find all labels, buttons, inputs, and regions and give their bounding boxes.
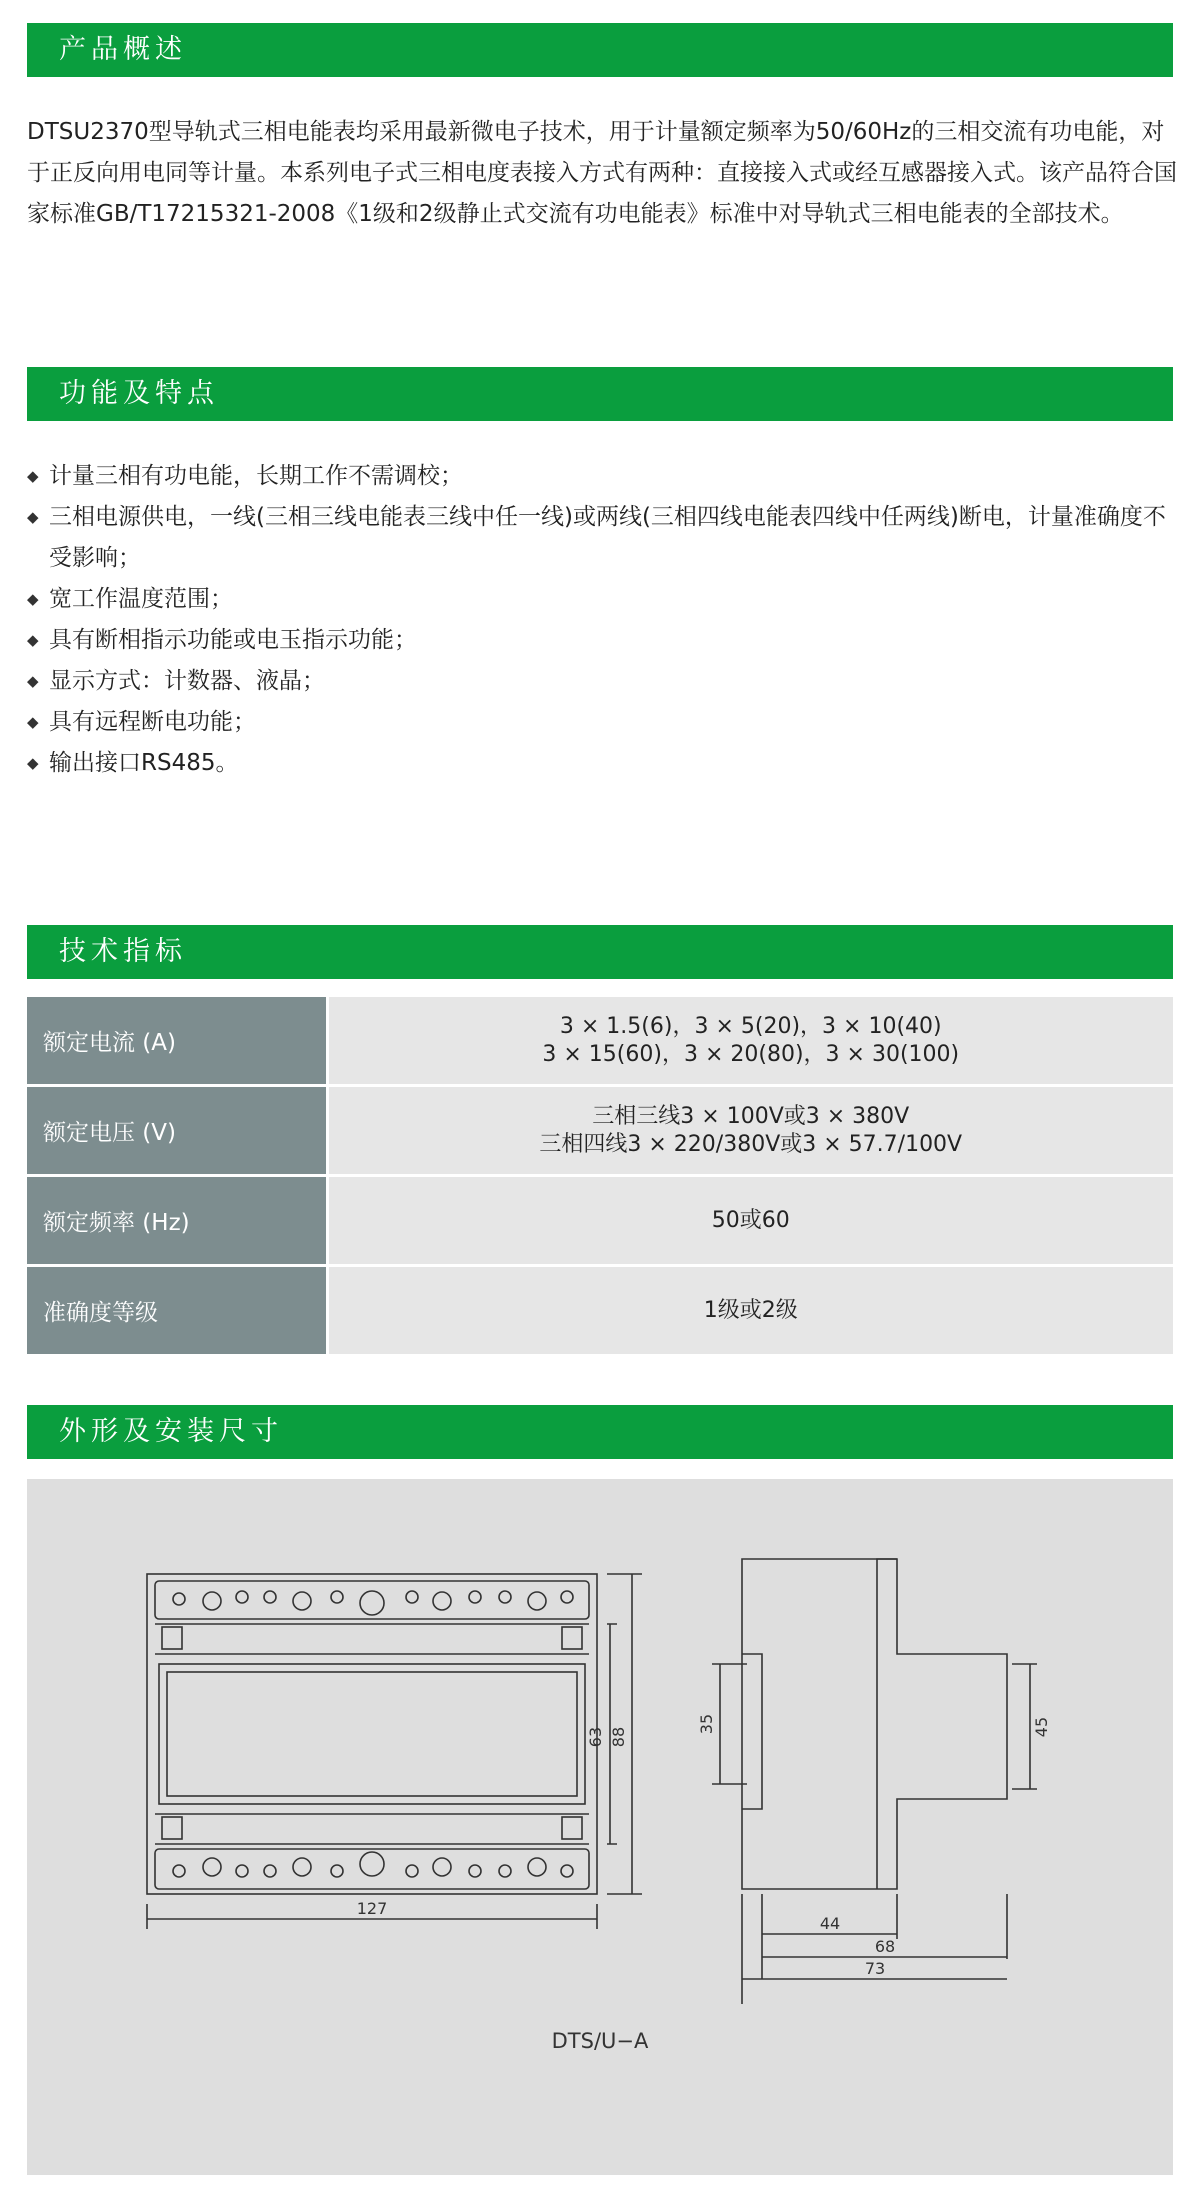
- section-header-overview: 产品概述: [27, 23, 1173, 77]
- dim-front-height: 88: [609, 1726, 628, 1748]
- dim-depth-44: 44: [819, 1914, 841, 1933]
- table-row: [27, 1266, 1173, 1356]
- feature-item: ◆ 输出接口RS485。: [27, 743, 1177, 784]
- dim-front-inner-height: 63: [586, 1726, 605, 1748]
- section-header-dimensions: 外形及安装尺寸: [27, 1405, 1173, 1459]
- spec-value-voltage: 三相三线3 × 100V或3 × 380V 三相四线3 × 220/380V或3 × 57.7/100V: [327, 1086, 1173, 1176]
- section-header-specs: 技术指标: [27, 925, 1173, 979]
- diamond-bullet-icon: ◆: [27, 467, 39, 485]
- dim-depth-73: 73: [864, 1959, 886, 1978]
- spec-label-voltage: 额定电压 (V): [27, 1086, 327, 1176]
- feature-item: ◆ 宽工作温度范围；: [27, 579, 1177, 620]
- feature-item: ◆ 显示方式：计数器、液晶；: [27, 661, 1177, 702]
- dimension-drawing: [27, 1479, 1173, 2175]
- dim-front-width: 127: [356, 1899, 388, 1918]
- dimension-diagram: [27, 1479, 1173, 2175]
- spec-value-accuracy: 1级或2级: [327, 1266, 1173, 1356]
- diamond-bullet-icon: ◆: [27, 754, 39, 772]
- feature-list: [27, 456, 1177, 784]
- front-view-outline: [147, 1574, 597, 1894]
- table-row: [27, 1176, 1173, 1266]
- spec-value-current: 3 × 1.5(6)，3 × 5(20)，3 × 10(40) 3 × 15(60)，3 × 20(80)，3 × 30(100): [327, 997, 1173, 1086]
- table-row: [27, 1086, 1173, 1176]
- diamond-bullet-icon: ◆: [27, 508, 39, 526]
- feature-item: ◆ 计量三相有功电能，长期工作不需调校；: [27, 456, 1177, 497]
- spec-label-current: 额定电流 (A): [27, 997, 327, 1086]
- feature-item: ◆ 具有远程断电功能；: [27, 702, 1177, 743]
- dim-side-rail: 35: [697, 1713, 716, 1735]
- dim-depth-68: 68: [874, 1937, 896, 1956]
- spec-label-frequency: 额定频率 (Hz): [27, 1176, 327, 1266]
- side-view-outline: [742, 1559, 1007, 1889]
- table-row: [27, 997, 1173, 1086]
- dim-side-step: 45: [1032, 1716, 1051, 1738]
- diamond-bullet-icon: ◆: [27, 590, 39, 608]
- feature-item: ◆ 三相电源供电，一线(三相三线电能表三线中任一线)或两线(三相四线电能表四线中任两线)断电，计量准确度不受影响；: [27, 497, 1177, 579]
- model-caption: DTS/U−A: [551, 2029, 649, 2053]
- spec-label-accuracy: 准确度等级: [27, 1266, 327, 1356]
- diamond-bullet-icon: ◆: [27, 713, 39, 731]
- section-header-features: 功能及特点: [27, 367, 1173, 421]
- diamond-bullet-icon: ◆: [27, 672, 39, 690]
- feature-item: ◆ 具有断相指示功能或电玉指示功能；: [27, 620, 1177, 661]
- spec-value-frequency: 50或60: [327, 1176, 1173, 1266]
- diamond-bullet-icon: ◆: [27, 631, 39, 649]
- spec-table: [27, 997, 1173, 1357]
- overview-paragraph: DTSU2370型导轨式三相电能表均采用最新微电子技术，用于计量额定频率为50/60Hz的三相交流有功电能，对于正反向用电同等计量。本系列电子式三相电度表接入方式有两种：直接接入式或经互感器接入式。该产品符合国家标准GB/T17215321-2008《1级和2级静止式交流有功电能表》标准中对导轨式三相电能表的全部技术。: [27, 119, 1177, 227]
